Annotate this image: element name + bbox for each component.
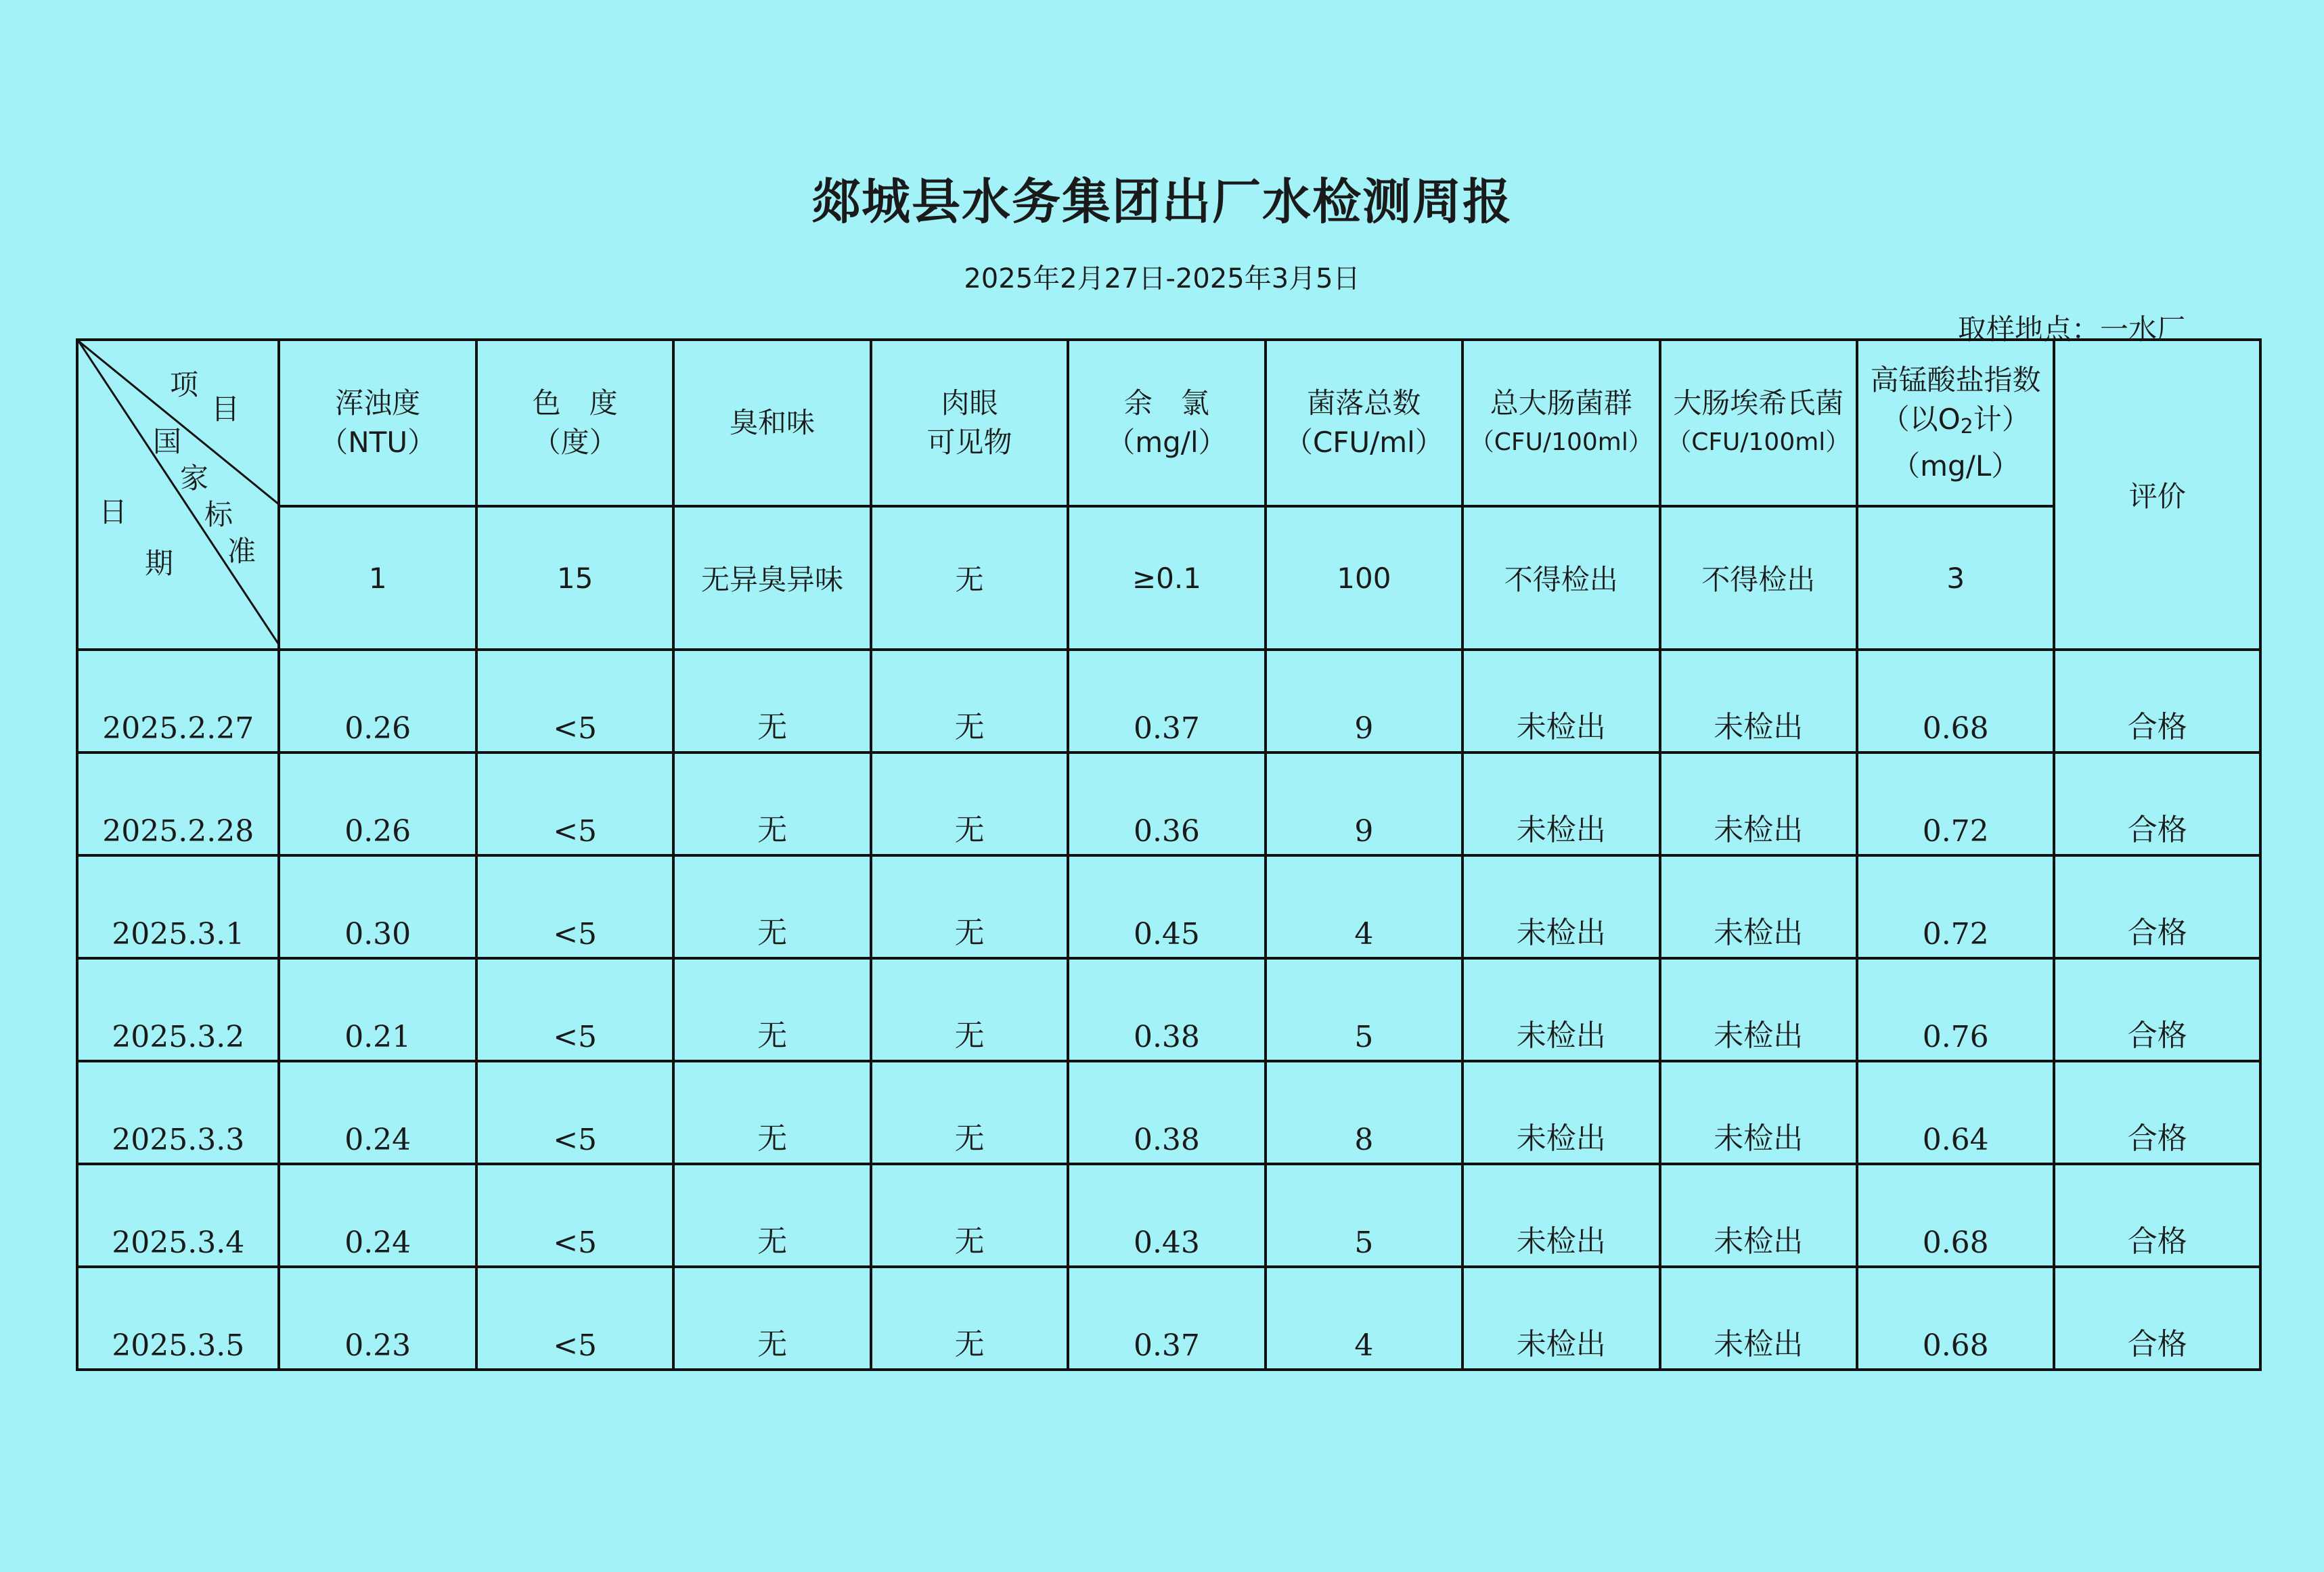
cell-evaluation: 合格 [2054, 1061, 2260, 1164]
standard-colony-count: 100 [1266, 506, 1462, 650]
corner-date-char-1: 日 [99, 495, 128, 529]
standard-color: 15 [476, 506, 673, 650]
standard-odor: 无异臭异味 [673, 506, 870, 650]
cell-date: 2025.2.27 [77, 650, 279, 753]
cell-ecoli: 未检出 [1660, 1061, 1857, 1164]
cell-permanganate: 0.68 [1857, 1267, 2054, 1370]
table-row [77, 855, 2260, 958]
cell-odor: 无 [673, 753, 870, 855]
cell-visible-matter: 无 [871, 1267, 1068, 1370]
cell-date: 2025.3.5 [77, 1267, 279, 1370]
cell-evaluation: 合格 [2054, 650, 2260, 753]
cell-ecoli: 未检出 [1660, 855, 1857, 958]
cell-color: <5 [476, 650, 673, 753]
standard-total-coliform: 不得检出 [1462, 506, 1659, 650]
table-row [77, 1164, 2260, 1267]
cell-colony-count: 5 [1266, 958, 1462, 1061]
cell-color: <5 [476, 1267, 673, 1370]
corner-standard-char-1: 国 [153, 425, 182, 458]
cell-residual-chlorine: 0.45 [1068, 855, 1265, 958]
cell-evaluation: 合格 [2054, 753, 2260, 855]
cell-turbidity: 0.24 [279, 1164, 476, 1267]
cell-permanganate: 0.64 [1857, 1061, 2054, 1164]
cell-odor: 无 [673, 1164, 870, 1267]
standard-turbidity: 1 [279, 506, 476, 650]
water-quality-table [76, 338, 2262, 1371]
cell-color: <5 [476, 753, 673, 855]
cell-odor: 无 [673, 855, 870, 958]
cell-visible-matter: 无 [871, 958, 1068, 1061]
header-evaluation: 评价 [2054, 340, 2260, 650]
cell-permanganate: 0.68 [1857, 650, 2054, 753]
report-title: 郯城县水务集团出厂水检测周报 [811, 173, 1513, 230]
cell-turbidity: 0.26 [279, 753, 476, 855]
cell-colony-count: 4 [1266, 855, 1462, 958]
cell-evaluation: 合格 [2054, 1164, 2260, 1267]
corner-item-char-2: 目 [211, 392, 240, 426]
cell-colony-count: 8 [1266, 1061, 1462, 1164]
header-total-coliform: 总大肠菌群 （CFU/100ml） [1462, 340, 1659, 506]
cell-residual-chlorine: 0.37 [1068, 1267, 1265, 1370]
cell-color: <5 [476, 1061, 673, 1164]
cell-colony-count: 4 [1266, 1267, 1462, 1370]
header-colony-count: 菌落总数 （CFU/ml） [1266, 340, 1462, 506]
cell-turbidity: 0.26 [279, 650, 476, 753]
header-permanganate-index: 高锰酸盐指数 （以$O_2$计） （mg/L） [1857, 340, 2054, 506]
cell-ecoli: 未检出 [1660, 1267, 1857, 1370]
cell-date: 2025.3.4 [77, 1164, 279, 1267]
cell-residual-chlorine: 0.36 [1068, 753, 1265, 855]
cell-total-coliform: 未检出 [1462, 1267, 1659, 1370]
cell-residual-chlorine: 0.43 [1068, 1164, 1265, 1267]
header-row [77, 340, 2260, 506]
cell-colony-count: 9 [1266, 753, 1462, 855]
standard-permanganate: 3 [1857, 506, 2054, 650]
date-range: 2025年2月27日-2025年3月5日 [964, 263, 1360, 294]
cell-ecoli: 未检出 [1660, 1164, 1857, 1267]
cell-odor: 无 [673, 650, 870, 753]
cell-date: 2025.3.2 [77, 958, 279, 1061]
cell-odor: 无 [673, 1267, 870, 1370]
cell-turbidity: 0.21 [279, 958, 476, 1061]
corner-date-char-2: 期 [145, 547, 174, 580]
cell-evaluation: 合格 [2054, 958, 2260, 1061]
corner-standard-char-2: 家 [180, 462, 209, 495]
cell-visible-matter: 无 [871, 1164, 1068, 1267]
corner-standard-char-4: 准 [227, 535, 256, 568]
cell-turbidity: 0.24 [279, 1061, 476, 1164]
cell-odor: 无 [673, 958, 870, 1061]
cell-color: <5 [476, 958, 673, 1061]
header-residual-chlorine: 余 氯 （mg/l） [1068, 340, 1265, 506]
cell-permanganate: 0.76 [1857, 958, 2054, 1061]
cell-ecoli: 未检出 [1660, 650, 1857, 753]
table-row [77, 1061, 2260, 1164]
header-odor: 臭和味 [673, 340, 870, 506]
cell-date: 2025.3.3 [77, 1061, 279, 1164]
cell-total-coliform: 未检出 [1462, 855, 1659, 958]
table-row [77, 650, 2260, 753]
cell-total-coliform: 未检出 [1462, 958, 1659, 1061]
header-color: 色 度 （度） [476, 340, 673, 506]
cell-turbidity: 0.30 [279, 855, 476, 958]
header-ecoli: 大肠埃希氏菌 （CFU/100ml） [1660, 340, 1857, 506]
cell-ecoli: 未检出 [1660, 753, 1857, 855]
cell-visible-matter: 无 [871, 753, 1068, 855]
standard-row [77, 506, 2260, 650]
cell-permanganate: 0.68 [1857, 1164, 2054, 1267]
standard-ecoli: 不得检出 [1660, 506, 1857, 650]
header-visible-matter: 肉眼 可见物 [871, 340, 1068, 506]
cell-turbidity: 0.23 [279, 1267, 476, 1370]
cell-date: 2025.2.28 [77, 753, 279, 855]
table-row [77, 1267, 2260, 1370]
cell-evaluation: 合格 [2054, 855, 2260, 958]
cell-color: <5 [476, 1164, 673, 1267]
cell-visible-matter: 无 [871, 1061, 1068, 1164]
cell-residual-chlorine: 0.37 [1068, 650, 1265, 753]
corner-standard-char-3: 标 [204, 498, 233, 531]
cell-total-coliform: 未检出 [1462, 1164, 1659, 1267]
cell-ecoli: 未检出 [1660, 958, 1857, 1061]
sampling-location: 取样地点：一水厂 [1957, 313, 2185, 346]
cell-visible-matter: 无 [871, 855, 1068, 958]
cell-total-coliform: 未检出 [1462, 650, 1659, 753]
cell-residual-chlorine: 0.38 [1068, 958, 1265, 1061]
standard-visible-matter: 无 [871, 506, 1068, 650]
header-turbidity: 浑浊度 （NTU） [279, 340, 476, 506]
cell-colony-count: 5 [1266, 1164, 1462, 1267]
corner-item-char-1: 项 [170, 368, 199, 401]
cell-evaluation: 合格 [2054, 1267, 2260, 1370]
standard-residual-chlorine: ≥0.1 [1068, 506, 1265, 650]
cell-colony-count: 9 [1266, 650, 1462, 753]
cell-permanganate: 0.72 [1857, 855, 2054, 958]
cell-residual-chlorine: 0.38 [1068, 1061, 1265, 1164]
cell-visible-matter: 无 [871, 650, 1068, 753]
cell-color: <5 [476, 855, 673, 958]
cell-total-coliform: 未检出 [1462, 753, 1659, 855]
cell-permanganate: 0.72 [1857, 753, 2054, 855]
table-row [77, 753, 2260, 855]
cell-total-coliform: 未检出 [1462, 1061, 1659, 1164]
table-row [77, 958, 2260, 1061]
diagonal-corner-cell [77, 340, 279, 650]
cell-odor: 无 [673, 1061, 870, 1164]
cell-date: 2025.3.1 [77, 855, 279, 958]
